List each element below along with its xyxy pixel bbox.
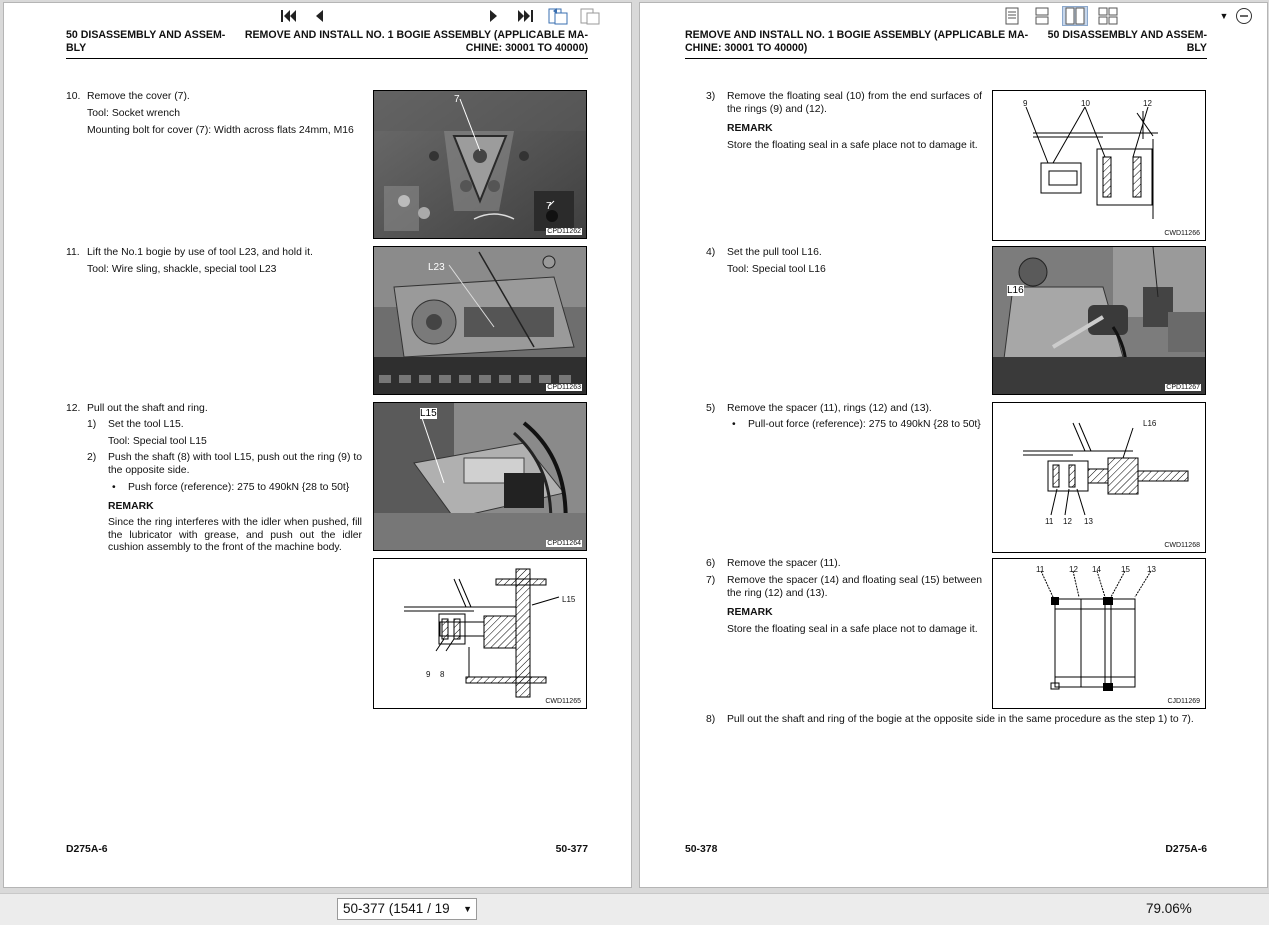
previous-view-button[interactable] <box>546 6 570 26</box>
next-page-icon <box>487 8 501 24</box>
step-6: 6) Remove the spacer (11). 7) Remove the spacer (14) and floating seal (15) between the ring (12) and (13). REMARK Store the floating seal in a safe place not to damage it. <box>706 558 982 635</box>
step-4: 4) Set the pull tool L16. Tool: Special tool L16 <box>706 247 826 275</box>
header-rule <box>66 58 588 59</box>
figure-floating-seal-diagram: 9 10 12 CWD11266 <box>992 90 1206 241</box>
single-page-icon <box>1004 7 1020 25</box>
prev-page-icon <box>312 8 326 24</box>
figure-l15-diagram: L15 9 8 CWD11265 <box>373 558 587 709</box>
step-8: 8) Pull out the shaft and ring of the bogie at the opposite side in the same procedure as the step 1) to 7). <box>706 714 1194 725</box>
viewer-toolbar <box>0 893 1269 925</box>
footer-model: D275A-6 <box>66 844 108 855</box>
continuous-facing-icon <box>1098 7 1118 25</box>
document-page-left <box>3 2 632 888</box>
continuous-view-button[interactable] <box>1032 6 1052 26</box>
chevron-down-icon: ▼ <box>463 904 472 914</box>
footer-model: D275A-6 <box>1165 844 1207 855</box>
step-3: 3) Remove the floating seal (10) from the end surfaces of the rings (9) and (12). REMARK Store the floating seal in a safe place not to damage it. <box>706 91 982 151</box>
step-10: 10. Remove the cover (7). Tool: Socket wrench Mounting bolt for cover (7): Width across flats 24mm, M16 <box>66 91 354 136</box>
header-section: 50 DISASSEMBLY AND ASSEM- BLY <box>66 29 226 54</box>
first-page-icon <box>280 8 298 24</box>
footer-page-number: 50-378 <box>685 844 718 855</box>
remark-label: REMARK <box>108 501 154 512</box>
previous-view-icon <box>547 7 569 25</box>
single-page-view-button[interactable] <box>1002 6 1022 26</box>
zoom-dropdown[interactable] <box>1218 6 1230 26</box>
next-view-button[interactable] <box>578 6 602 26</box>
figure-l16-photo: L16 CPD11267 <box>992 246 1206 395</box>
page-number-input[interactable]: 50-377 (1541 / 19 ▼ <box>337 898 477 920</box>
remark-label: REMARK <box>727 123 773 134</box>
document-page-right <box>639 2 1268 888</box>
header-rule <box>685 58 1207 59</box>
last-page-button[interactable] <box>514 6 536 26</box>
prev-page-button[interactable] <box>309 6 329 26</box>
next-page-button[interactable] <box>484 6 504 26</box>
continuous-page-icon <box>1034 7 1050 25</box>
step-12: 12. Pull out the shaft and ring. 1) Set the tool L15. Tool: Special tool L15 2) Push the shaft (8) with tool L15, push out the ring (9) to the opposite side. • Push force (reference): 275 to 490kN {28 to 50t} REMARK Since the ring interferes with the idler when pushed, fill the lubricator with grease, and push out the idler cushion assembly to the front of the machine body. <box>66 403 362 553</box>
next-view-icon <box>579 7 601 25</box>
first-page-button[interactable] <box>279 6 299 26</box>
continuous-facing-view-button[interactable] <box>1097 6 1119 26</box>
last-page-icon <box>516 8 534 24</box>
zoom-out-icon <box>1235 7 1253 25</box>
figure-cover-photo: 7 7 CPD11262 <box>373 90 587 239</box>
chevron-down-icon: ▼ <box>1219 11 1229 21</box>
figure-l16-diagram: L16 11 12 13 CWD11268 <box>992 402 1206 553</box>
facing-pages-icon <box>1065 7 1085 25</box>
remark-label: REMARK <box>727 607 773 618</box>
footer-page-number: 50-377 <box>555 844 588 855</box>
figure-spacer-diagram: 11 12 14 15 13 CJD11269 <box>992 558 1206 709</box>
zoom-level[interactable]: 79.06% <box>1146 901 1192 916</box>
header-section: 50 DISASSEMBLY AND ASSEM- BLY <box>1047 29 1207 54</box>
facing-pages-view-button[interactable] <box>1062 6 1088 26</box>
step-11: 11. Lift the No.1 bogie by use of tool L23, and hold it. Tool: Wire sling, shackle, special tool L23 <box>66 247 313 275</box>
header-title: REMOVE AND INSTALL NO. 1 BOGIE ASSEMBLY (APPLICABLE MA- CHINE: 30001 TO 40000) <box>685 29 1029 54</box>
header-title: REMOVE AND INSTALL NO. 1 BOGIE ASSEMBLY (APPLICABLE MA- CHINE: 30001 TO 40000) <box>244 29 588 54</box>
figure-l15-photo: L15 CPD11264 <box>373 402 587 551</box>
step-7: 7) Remove the spacer (14) and floating seal (15) between the ring (12) and (13). REMARK Store the floating seal in a safe place not to damage it. <box>706 575 982 635</box>
step-5: 5) Remove the spacer (11), rings (12) and (13). • Pull-out force (reference): 275 to 490kN {28 to 50t} <box>706 403 981 430</box>
zoom-out-button[interactable] <box>1234 6 1254 26</box>
figure-l23-photo: L23 CPD11263 <box>373 246 587 395</box>
